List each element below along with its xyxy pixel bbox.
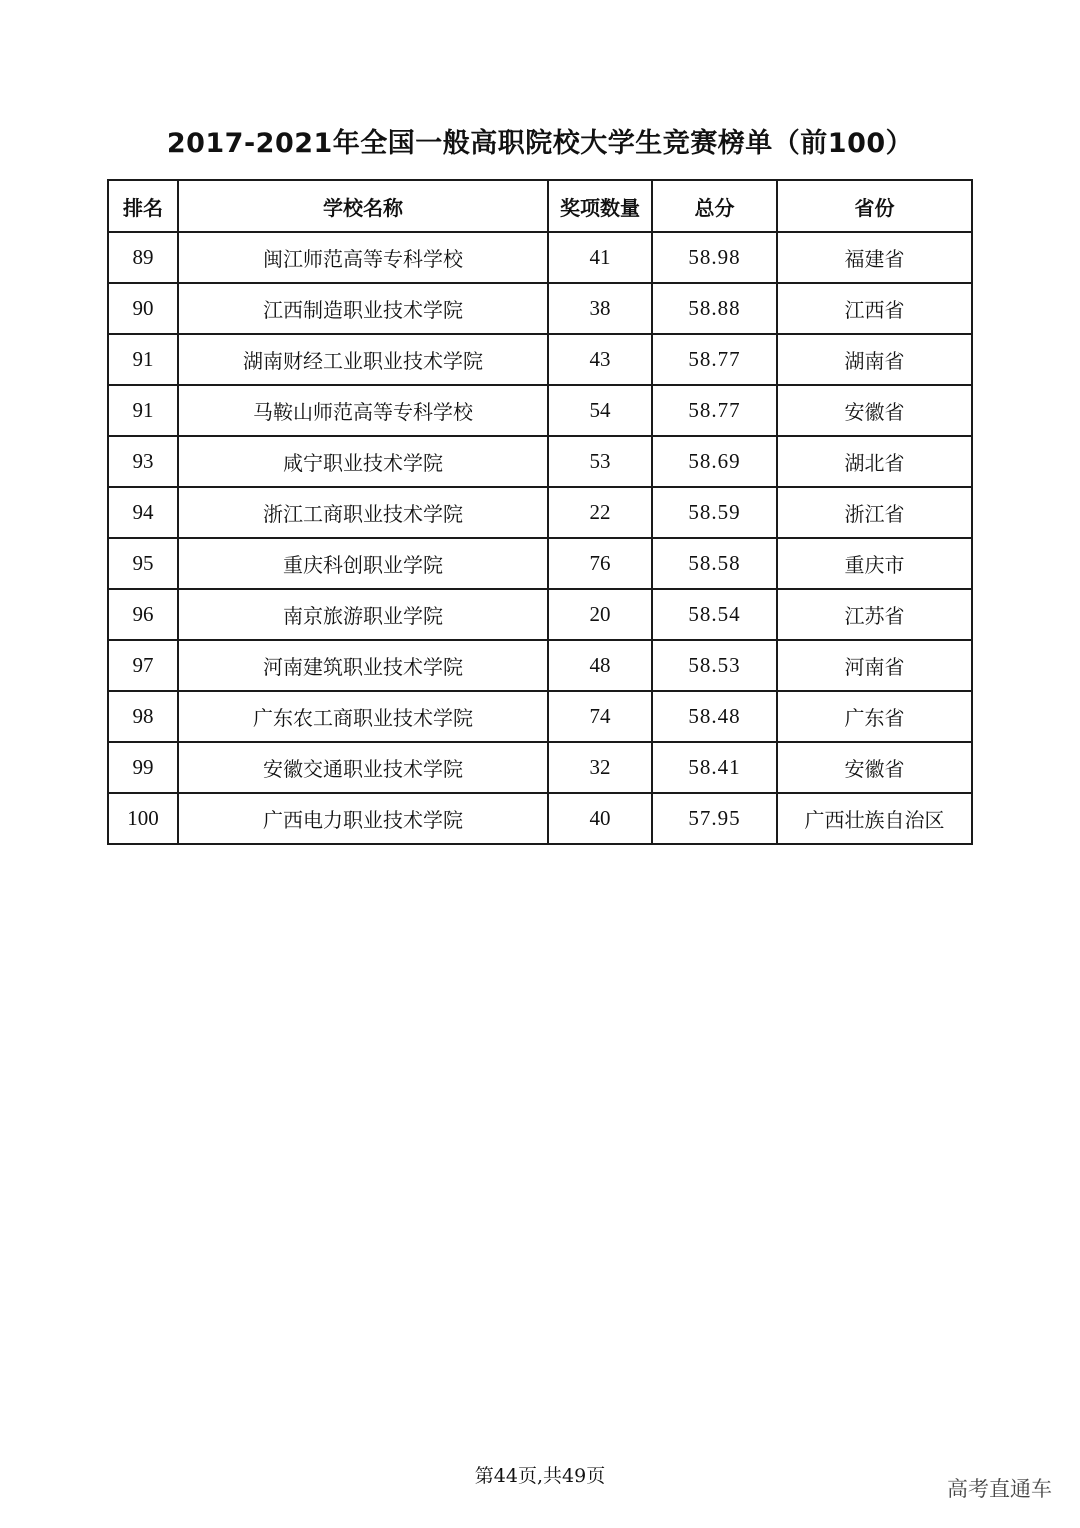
cell-score: 58.58 (652, 538, 777, 589)
ranking-table (107, 179, 973, 845)
cell-school: 咸宁职业技术学院 (178, 436, 548, 487)
cell-rank: 93 (108, 436, 178, 487)
cell-school: 马鞍山师范高等专科学校 (178, 385, 548, 436)
cell-awards: 43 (548, 334, 652, 385)
header-awards: 奖项数量 (548, 180, 652, 232)
table-row (108, 589, 972, 640)
cell-school: 湖南财经工业职业技术学院 (178, 334, 548, 385)
cell-awards: 53 (548, 436, 652, 487)
cell-rank: 91 (108, 385, 178, 436)
cell-rank: 89 (108, 232, 178, 283)
page-title: 2017-2021年全国一般高职院校大学生竞赛榜单（前100） (166, 128, 914, 159)
cell-awards: 76 (548, 538, 652, 589)
cell-score: 58.53 (652, 640, 777, 691)
cell-school: 南京旅游职业学院 (178, 589, 548, 640)
cell-rank: 95 (108, 538, 178, 589)
table-row (108, 232, 972, 283)
table-row (108, 793, 972, 844)
table-row (108, 334, 972, 385)
cell-score: 58.77 (652, 385, 777, 436)
cell-province: 河南省 (777, 640, 972, 691)
cell-score: 58.48 (652, 691, 777, 742)
header-score: 总分 (652, 180, 777, 232)
cell-rank: 97 (108, 640, 178, 691)
table-row (108, 691, 972, 742)
cell-score: 57.95 (652, 793, 777, 844)
table-row (108, 640, 972, 691)
cell-school: 广东农工商职业技术学院 (178, 691, 548, 742)
cell-province: 广西壮族自治区 (777, 793, 972, 844)
header-school: 学校名称 (178, 180, 548, 232)
cell-school: 江西制造职业技术学院 (178, 283, 548, 334)
table-row (108, 487, 972, 538)
cell-school: 浙江工商职业技术学院 (178, 487, 548, 538)
watermark-label: 高考直通车 (947, 1477, 1052, 1501)
cell-score: 58.41 (652, 742, 777, 793)
cell-rank: 100 (108, 793, 178, 844)
cell-rank: 91 (108, 334, 178, 385)
cell-province: 江苏省 (777, 589, 972, 640)
cell-score: 58.88 (652, 283, 777, 334)
cell-school: 重庆科创职业学院 (178, 538, 548, 589)
table-row (108, 283, 972, 334)
table-row (108, 742, 972, 793)
cell-score: 58.77 (652, 334, 777, 385)
cell-province: 广东省 (777, 691, 972, 742)
cell-province: 湖北省 (777, 436, 972, 487)
cell-score: 58.69 (652, 436, 777, 487)
cell-rank: 96 (108, 589, 178, 640)
cell-rank: 90 (108, 283, 178, 334)
cell-province: 浙江省 (777, 487, 972, 538)
cell-awards: 41 (548, 232, 652, 283)
table-row (108, 538, 972, 589)
cell-score: 58.59 (652, 487, 777, 538)
cell-province: 福建省 (777, 232, 972, 283)
cell-province: 湖南省 (777, 334, 972, 385)
table-row (108, 436, 972, 487)
cell-awards: 38 (548, 283, 652, 334)
cell-school: 安徽交通职业技术学院 (178, 742, 548, 793)
table-header-row (108, 180, 972, 232)
cell-score: 58.98 (652, 232, 777, 283)
cell-rank: 99 (108, 742, 178, 793)
table-body (108, 232, 972, 844)
cell-awards: 22 (548, 487, 652, 538)
cell-school: 闽江师范高等专科学校 (178, 232, 548, 283)
cell-rank: 98 (108, 691, 178, 742)
cell-province: 重庆市 (777, 538, 972, 589)
cell-score: 58.54 (652, 589, 777, 640)
cell-rank: 94 (108, 487, 178, 538)
cell-school: 广西电力职业技术学院 (178, 793, 548, 844)
header-rank: 排名 (108, 180, 178, 232)
table-row (108, 385, 972, 436)
cell-awards: 74 (548, 691, 652, 742)
cell-awards: 54 (548, 385, 652, 436)
cell-awards: 48 (548, 640, 652, 691)
cell-awards: 32 (548, 742, 652, 793)
cell-province: 安徽省 (777, 742, 972, 793)
cell-school: 河南建筑职业技术学院 (178, 640, 548, 691)
header-province: 省份 (777, 180, 972, 232)
cell-province: 安徽省 (777, 385, 972, 436)
cell-awards: 40 (548, 793, 652, 844)
cell-awards: 20 (548, 589, 652, 640)
cell-province: 江西省 (777, 283, 972, 334)
page-number: 第44页,共49页 (474, 1465, 606, 1487)
